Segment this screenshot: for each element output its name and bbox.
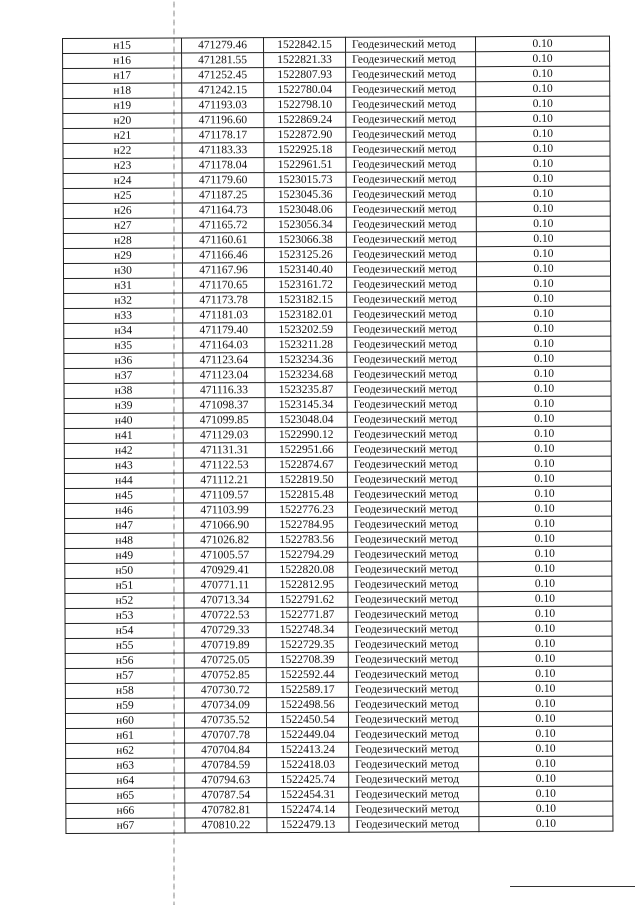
y-coordinate-cell: 1522479.13 (267, 817, 349, 832)
y-coordinate-cell: 1522474.14 (267, 802, 349, 817)
x-coordinate-cell: 471279.46 (182, 38, 264, 53)
accuracy-cell: 0.10 (479, 786, 613, 802)
method-cell: Геодезический метод (349, 757, 479, 773)
method-cell: Геодезический метод (348, 697, 478, 713)
point-number-cell: н58 (65, 683, 184, 699)
point-number-cell: н32 (64, 293, 183, 309)
accuracy-cell: 0.10 (479, 801, 613, 817)
y-coordinate-cell: 1522450.54 (266, 712, 348, 727)
point-number-cell: н60 (65, 713, 184, 729)
y-coordinate-cell: 1522780.04 (264, 82, 346, 97)
point-number-cell: н27 (63, 218, 182, 234)
accuracy-cell: 0.10 (477, 471, 611, 487)
accuracy-cell: 0.10 (477, 321, 611, 337)
point-number-cell: н43 (64, 458, 183, 474)
method-cell: Геодезический метод (347, 322, 477, 338)
method-cell: Геодезический метод (347, 442, 477, 458)
method-cell: Геодезический метод (347, 397, 477, 413)
x-coordinate-cell: 471167.96 (182, 263, 264, 278)
accuracy-cell: 0.10 (478, 516, 612, 532)
accuracy-cell: 0.10 (478, 561, 612, 577)
x-coordinate-cell: 471179.60 (182, 173, 264, 188)
accuracy-cell: 0.10 (476, 201, 610, 217)
method-cell: Геодезический метод (345, 37, 475, 53)
accuracy-cell: 0.10 (477, 366, 611, 382)
accuracy-cell: 0.10 (476, 261, 610, 277)
x-coordinate-cell: 471181.03 (183, 308, 265, 323)
x-coordinate-cell: 470725.05 (184, 653, 266, 668)
x-coordinate-cell: 471164.73 (182, 203, 264, 218)
method-cell: Геодезический метод (347, 352, 477, 368)
point-number-cell: н16 (63, 53, 182, 69)
y-coordinate-cell: 1522842.15 (264, 37, 346, 52)
method-cell: Геодезический метод (346, 262, 476, 278)
point-number-cell: н37 (64, 368, 183, 384)
x-coordinate-cell: 471242.15 (182, 83, 264, 98)
method-cell: Геодезический метод (349, 787, 479, 803)
y-coordinate-cell: 1522425.74 (267, 772, 349, 787)
coordinates-table-wrap (62, 36, 613, 834)
x-coordinate-cell: 471173.78 (183, 293, 265, 308)
point-number-cell: н15 (63, 38, 182, 54)
method-cell: Геодезический метод (346, 172, 476, 188)
y-coordinate-cell: 1522413.24 (267, 742, 349, 757)
accuracy-cell: 0.10 (477, 411, 611, 427)
accuracy-cell: 0.10 (476, 111, 610, 127)
x-coordinate-cell: 471193.03 (182, 98, 264, 113)
x-coordinate-cell: 470713.34 (184, 593, 266, 608)
y-coordinate-cell: 1522819.50 (265, 472, 347, 487)
accuracy-cell: 0.10 (476, 231, 610, 247)
x-coordinate-cell: 471165.72 (182, 218, 264, 233)
point-number-cell: н22 (63, 143, 182, 159)
coordinates-table-body (63, 36, 613, 833)
method-cell: Геодезический метод (346, 247, 476, 263)
point-number-cell: н52 (65, 593, 184, 609)
method-cell: Геодезический метод (346, 202, 476, 218)
x-coordinate-cell: 471109.57 (183, 488, 265, 503)
method-cell: Геодезический метод (349, 727, 479, 743)
x-coordinate-cell: 471098.37 (183, 398, 265, 413)
point-number-cell: н36 (64, 353, 183, 369)
x-coordinate-cell: 470782.81 (185, 803, 267, 818)
accuracy-cell: 0.10 (478, 591, 612, 607)
y-coordinate-cell: 1523234.36 (265, 352, 347, 367)
x-coordinate-cell: 471281.55 (182, 53, 264, 68)
accuracy-cell: 0.10 (476, 126, 610, 142)
y-coordinate-cell: 1522498.56 (266, 697, 348, 712)
x-coordinate-cell: 470784.59 (185, 758, 267, 773)
point-number-cell: н42 (64, 443, 183, 459)
accuracy-cell: 0.10 (476, 171, 610, 187)
accuracy-cell: 0.10 (477, 486, 611, 502)
accuracy-cell: 0.10 (478, 696, 612, 712)
y-coordinate-cell: 1522771.87 (266, 607, 348, 622)
y-coordinate-cell: 1522925.18 (264, 142, 346, 157)
y-coordinate-cell: 1522798.10 (264, 97, 346, 112)
accuracy-cell: 0.10 (479, 756, 613, 772)
method-cell: Геодезический метод (346, 67, 476, 83)
y-coordinate-cell: 1523015.73 (264, 172, 346, 187)
x-coordinate-cell: 471129.03 (183, 428, 265, 443)
x-coordinate-cell: 471187.25 (182, 188, 264, 203)
point-number-cell: н48 (65, 533, 184, 549)
method-cell: Геодезический метод (349, 772, 479, 788)
y-coordinate-cell: 1522791.62 (266, 592, 348, 607)
point-number-cell: н34 (64, 323, 183, 339)
method-cell: Геодезический метод (348, 652, 478, 668)
point-number-cell: н33 (64, 308, 183, 324)
x-coordinate-cell: 471116.33 (183, 383, 265, 398)
y-coordinate-cell: 1523066.38 (264, 232, 346, 247)
method-cell: Геодезический метод (348, 502, 478, 518)
method-cell: Геодезический метод (346, 82, 476, 98)
accuracy-cell: 0.10 (476, 156, 610, 172)
y-coordinate-cell: 1523182.15 (265, 292, 347, 307)
point-number-cell: н35 (64, 338, 183, 354)
x-coordinate-cell: 470735.52 (184, 713, 266, 728)
method-cell: Геодезический метод (346, 112, 476, 128)
method-cell: Геодезический метод (347, 382, 477, 398)
point-number-cell: н29 (63, 248, 182, 264)
x-coordinate-cell: 471066.90 (184, 518, 266, 533)
accuracy-cell: 0.10 (478, 576, 612, 592)
accuracy-cell: 0.10 (477, 396, 611, 412)
point-number-cell: н59 (65, 698, 184, 714)
method-cell: Геодезический метод (348, 577, 478, 593)
y-coordinate-cell: 1522794.29 (266, 547, 348, 562)
accuracy-cell: 0.10 (479, 726, 613, 742)
y-coordinate-cell: 1522812.95 (266, 577, 348, 592)
y-coordinate-cell: 1522418.03 (267, 757, 349, 772)
accuracy-cell: 0.10 (477, 306, 611, 322)
y-coordinate-cell: 1522807.93 (264, 67, 346, 82)
point-number-cell: н50 (65, 563, 184, 579)
x-coordinate-cell: 470729.33 (184, 623, 266, 638)
method-cell: Геодезический метод (346, 187, 476, 203)
x-coordinate-cell: 471123.04 (183, 368, 265, 383)
point-number-cell: н40 (64, 413, 183, 429)
y-coordinate-cell: 1522821.33 (264, 52, 346, 67)
accuracy-cell: 0.10 (476, 66, 610, 82)
y-coordinate-cell: 1523140.40 (264, 262, 346, 277)
method-cell: Геодезический метод (346, 232, 476, 248)
x-coordinate-cell: 470719.89 (184, 638, 266, 653)
point-number-cell: н56 (65, 653, 184, 669)
method-cell: Геодезический метод (346, 127, 476, 143)
method-cell: Геодезический метод (348, 682, 478, 698)
point-number-cell: н62 (66, 743, 185, 759)
accuracy-cell: 0.10 (476, 216, 610, 232)
accuracy-cell: 0.10 (477, 426, 611, 442)
method-cell: Геодезический метод (347, 457, 477, 473)
y-coordinate-cell: 1523145.34 (265, 397, 347, 412)
point-number-cell: н38 (64, 383, 183, 399)
accuracy-cell: 0.10 (478, 501, 612, 517)
point-number-cell: н55 (65, 638, 184, 654)
point-number-cell: н21 (63, 128, 182, 144)
y-coordinate-cell: 1522776.23 (266, 502, 348, 517)
signature-line (510, 886, 635, 887)
point-number-cell: н41 (64, 428, 183, 444)
accuracy-cell: 0.10 (478, 651, 612, 667)
point-number-cell: н26 (63, 203, 182, 219)
y-coordinate-cell: 1522869.24 (264, 112, 346, 127)
method-cell: Геодезический метод (347, 472, 477, 488)
y-coordinate-cell: 1523234.68 (265, 367, 347, 382)
y-coordinate-cell: 1523056.34 (264, 217, 346, 232)
method-cell: Геодезический метод (348, 547, 478, 563)
y-coordinate-cell: 1522951.66 (265, 442, 347, 457)
x-coordinate-cell: 470794.63 (185, 773, 267, 788)
x-coordinate-cell: 471178.04 (182, 158, 264, 173)
x-coordinate-cell: 470730.72 (184, 683, 266, 698)
y-coordinate-cell: 1523211.28 (265, 337, 347, 352)
y-coordinate-cell: 1522592.44 (266, 667, 348, 682)
method-cell: Геодезический метод (349, 817, 479, 833)
accuracy-cell: 0.10 (478, 681, 612, 697)
x-coordinate-cell: 471005.57 (184, 548, 266, 563)
y-coordinate-cell: 1523048.04 (265, 412, 347, 427)
point-number-cell: н57 (65, 668, 184, 684)
method-cell: Геодезический метод (348, 562, 478, 578)
accuracy-cell: 0.10 (477, 276, 611, 292)
accuracy-cell: 0.10 (478, 606, 612, 622)
table-row (66, 816, 613, 833)
y-coordinate-cell: 1522820.08 (266, 562, 348, 577)
method-cell: Геодезический метод (348, 607, 478, 623)
x-coordinate-cell: 470734.09 (184, 698, 266, 713)
point-number-cell: н30 (63, 263, 182, 279)
accuracy-cell: 0.10 (479, 741, 613, 757)
method-cell: Геодезический метод (346, 52, 476, 68)
point-number-cell: н54 (65, 623, 184, 639)
method-cell: Геодезический метод (348, 637, 478, 653)
x-coordinate-cell: 470771.11 (184, 578, 266, 593)
accuracy-cell: 0.10 (478, 531, 612, 547)
method-cell: Геодезический метод (348, 532, 478, 548)
x-coordinate-cell: 470752.85 (184, 668, 266, 683)
method-cell: Геодезический метод (348, 517, 478, 533)
point-number-cell: н31 (64, 278, 183, 294)
method-cell: Геодезический метод (347, 412, 477, 428)
accuracy-cell: 0.10 (479, 771, 613, 787)
x-coordinate-cell: 471026.82 (184, 533, 266, 548)
accuracy-cell: 0.10 (477, 291, 611, 307)
accuracy-cell: 0.10 (476, 51, 610, 67)
point-number-cell: н63 (66, 758, 185, 774)
y-coordinate-cell: 1522454.31 (267, 787, 349, 802)
method-cell: Геодезический метод (347, 367, 477, 383)
accuracy-cell: 0.10 (476, 96, 610, 112)
point-number-cell: н18 (63, 83, 182, 99)
x-coordinate-cell: 470810.22 (185, 818, 267, 833)
point-number-cell: н23 (63, 158, 182, 174)
point-number-cell: н49 (65, 548, 184, 564)
accuracy-cell: 0.10 (476, 141, 610, 157)
x-coordinate-cell: 471252.45 (182, 68, 264, 83)
accuracy-cell: 0.10 (478, 546, 612, 562)
point-number-cell: н44 (64, 473, 183, 489)
x-coordinate-cell: 471122.53 (183, 458, 265, 473)
y-coordinate-cell: 1522589.17 (266, 682, 348, 697)
method-cell: Геодезический метод (347, 292, 477, 308)
x-coordinate-cell: 471183.33 (182, 143, 264, 158)
method-cell: Геодезический метод (348, 712, 478, 728)
x-coordinate-cell: 471166.46 (182, 248, 264, 263)
x-coordinate-cell: 471112.21 (183, 473, 265, 488)
x-coordinate-cell: 471103.99 (184, 503, 266, 518)
y-coordinate-cell: 1522449.04 (267, 727, 349, 742)
point-number-cell: н25 (63, 188, 182, 204)
x-coordinate-cell: 470704.84 (185, 743, 267, 758)
x-coordinate-cell: 471099.85 (183, 413, 265, 428)
accuracy-cell: 0.10 (478, 621, 612, 637)
y-coordinate-cell: 1522708.39 (266, 652, 348, 667)
x-coordinate-cell: 471178.17 (182, 128, 264, 143)
point-number-cell: н51 (65, 578, 184, 594)
point-number-cell: н20 (63, 113, 182, 129)
method-cell: Геодезический метод (348, 622, 478, 638)
method-cell: Геодезический метод (348, 592, 478, 608)
x-coordinate-cell: 471160.61 (182, 233, 264, 248)
x-coordinate-cell: 471170.65 (183, 278, 265, 293)
y-coordinate-cell: 1522872.90 (264, 127, 346, 142)
x-coordinate-cell: 470787.54 (185, 788, 267, 803)
coordinates-table (62, 36, 613, 834)
y-coordinate-cell: 1522783.56 (266, 532, 348, 547)
y-coordinate-cell: 1523235.87 (265, 382, 347, 397)
point-number-cell: н28 (63, 233, 182, 249)
point-number-cell: н64 (66, 773, 185, 789)
point-number-cell: н19 (63, 98, 182, 114)
x-coordinate-cell: 470722.53 (184, 608, 266, 623)
y-coordinate-cell: 1522815.48 (265, 487, 347, 502)
method-cell: Геодезический метод (347, 427, 477, 443)
x-coordinate-cell: 471164.03 (183, 338, 265, 353)
x-coordinate-cell: 470707.78 (185, 728, 267, 743)
y-coordinate-cell: 1522874.67 (265, 457, 347, 472)
x-coordinate-cell: 471131.31 (183, 443, 265, 458)
point-number-cell: н46 (65, 503, 184, 519)
accuracy-cell: 0.10 (477, 351, 611, 367)
y-coordinate-cell: 1523161.72 (265, 277, 347, 292)
accuracy-cell: 0.10 (477, 456, 611, 472)
y-coordinate-cell: 1523182.01 (265, 307, 347, 322)
method-cell: Геодезический метод (349, 742, 479, 758)
accuracy-cell: 0.10 (476, 246, 610, 262)
y-coordinate-cell: 1522729.35 (266, 637, 348, 652)
method-cell: Геодезический метод (346, 142, 476, 158)
accuracy-cell: 0.10 (477, 381, 611, 397)
point-number-cell: н47 (65, 518, 184, 534)
y-coordinate-cell: 1522961.51 (264, 157, 346, 172)
y-coordinate-cell: 1522784.95 (266, 517, 348, 532)
point-number-cell: н45 (64, 488, 183, 504)
accuracy-cell: 0.10 (476, 186, 610, 202)
x-coordinate-cell: 471179.40 (183, 323, 265, 338)
point-number-cell: н66 (66, 803, 185, 819)
y-coordinate-cell: 1523045.36 (264, 187, 346, 202)
y-coordinate-cell: 1523048.06 (264, 202, 346, 217)
point-number-cell: н67 (66, 818, 185, 834)
point-number-cell: н17 (63, 68, 182, 84)
point-number-cell: н65 (66, 788, 185, 804)
method-cell: Геодезический метод (346, 157, 476, 173)
x-coordinate-cell: 471123.64 (183, 353, 265, 368)
x-coordinate-cell: 470929.41 (184, 563, 266, 578)
y-coordinate-cell: 1523202.59 (265, 322, 347, 337)
accuracy-cell: 0.10 (478, 636, 612, 652)
y-coordinate-cell: 1523125.26 (264, 247, 346, 262)
accuracy-cell: 0.10 (478, 666, 612, 682)
accuracy-cell: 0.10 (479, 816, 613, 832)
accuracy-cell: 0.10 (478, 711, 612, 727)
point-number-cell: н61 (66, 728, 185, 744)
accuracy-cell: 0.10 (476, 81, 610, 97)
point-number-cell: н53 (65, 608, 184, 624)
x-coordinate-cell: 471196.60 (182, 113, 264, 128)
accuracy-cell: 0.10 (477, 441, 611, 457)
accuracy-cell: 0.10 (477, 336, 611, 352)
method-cell: Геодезический метод (347, 277, 477, 293)
method-cell: Геодезический метод (349, 802, 479, 818)
method-cell: Геодезический метод (347, 487, 477, 503)
method-cell: Геодезический метод (346, 97, 476, 113)
accuracy-cell: 0.10 (475, 36, 609, 52)
y-coordinate-cell: 1522990.12 (265, 427, 347, 442)
method-cell: Геодезический метод (348, 667, 478, 683)
point-number-cell: н39 (64, 398, 183, 414)
y-coordinate-cell: 1522748.34 (266, 622, 348, 637)
point-number-cell: н24 (63, 173, 182, 189)
method-cell: Геодезический метод (347, 307, 477, 323)
method-cell: Геодезический метод (346, 217, 476, 233)
method-cell: Геодезический метод (347, 337, 477, 353)
